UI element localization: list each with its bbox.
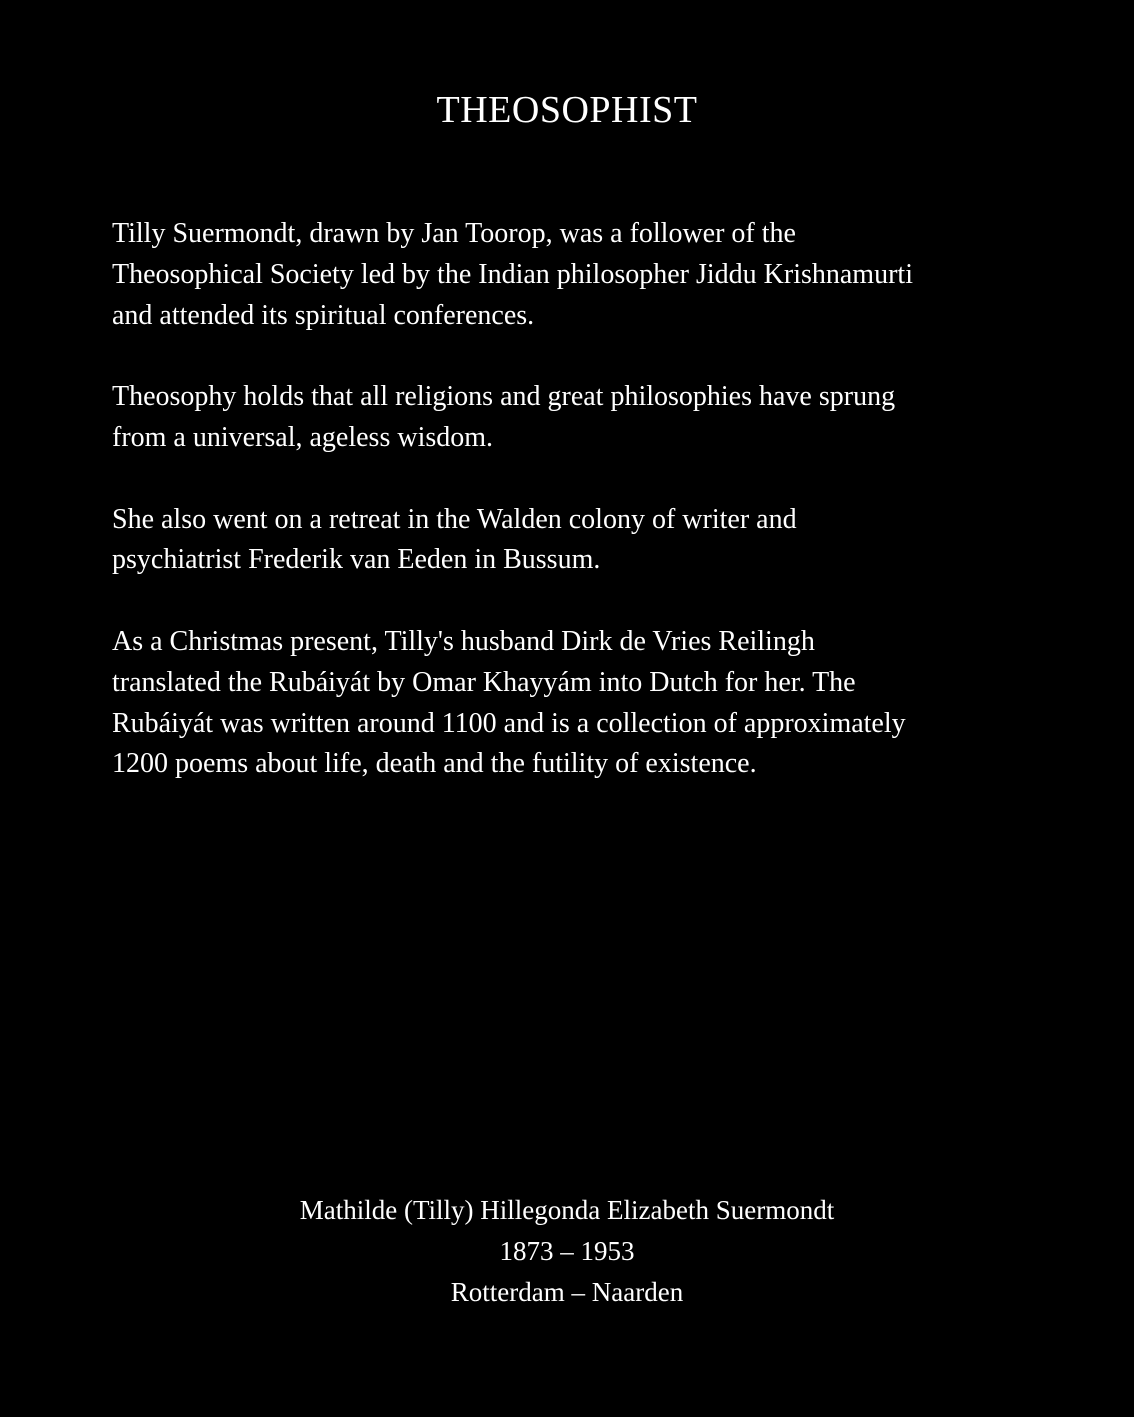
body-text: [112, 214, 1032, 826]
paragraph-4: [112, 622, 1032, 785]
paragraph-1: [112, 214, 1032, 336]
paragraph-line: Theosophy holds that all religions and great philosophies have sprung: [112, 381, 896, 413]
paragraph-line: Theosophical Society led by the Indian philosopher Jiddu Krishnamurti: [112, 258, 913, 290]
page-title: THEOSOPHIST: [436, 89, 698, 131]
paragraph-line: psychiatrist Frederik van Eeden in Bussum.: [112, 544, 601, 576]
caption: [0, 1190, 1134, 1312]
paragraph-line: from a universal, ageless wisdom.: [112, 421, 494, 453]
paragraph-line: As a Christmas present, Tilly's husband Dirk de Vries Reilingh: [112, 625, 815, 657]
caption-name: Mathilde (Tilly) Hillegonda Elizabeth Suermondt: [299, 1195, 835, 1225]
paragraph-line: She also went on a retreat in the Walden colony of writer and: [112, 503, 797, 535]
paragraph-line: Tilly Suermondt, drawn by Jan Toorop, was a follower of the: [112, 218, 796, 249]
paragraph-2: [112, 377, 1032, 459]
paragraph-line: Rubáiyát was written around 1100 and is a collection of approximately: [112, 707, 906, 739]
caption-places: Rotterdam – Naarden: [450, 1276, 684, 1307]
paragraph-line: 1200 poems about life, death and the futility of existence.: [112, 748, 757, 780]
paragraph-line: translated the Rubáiyát by Omar Khayyám into Dutch for her. The: [112, 666, 856, 698]
paragraph-3: [112, 500, 1032, 582]
caption-years: 1873 – 1953: [499, 1235, 635, 1266]
paragraph-line: and attended its spiritual conferences.: [112, 299, 535, 331]
